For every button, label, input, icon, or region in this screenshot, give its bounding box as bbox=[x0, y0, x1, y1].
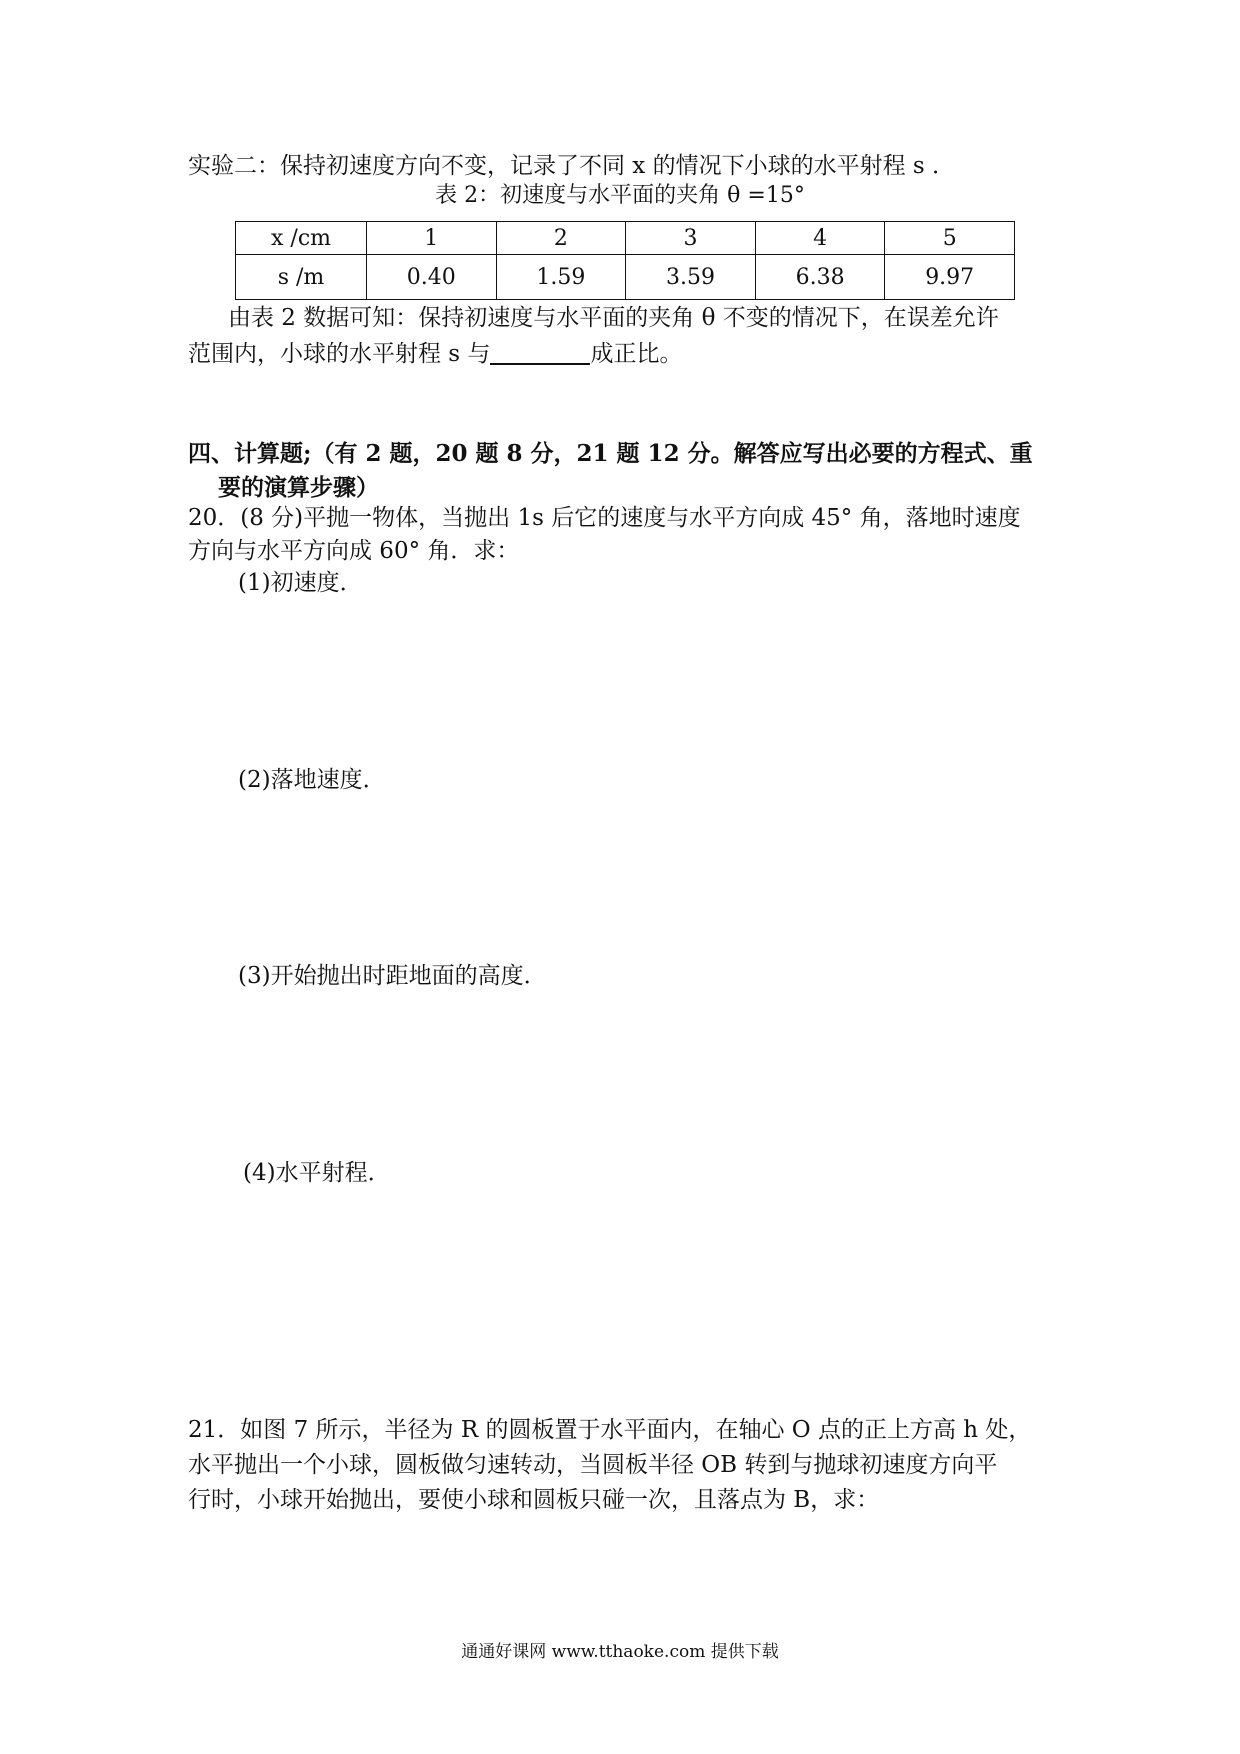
table-caption: 表 2：初速度与水平面的夹角 θ =15° bbox=[435, 183, 805, 208]
q21-line-3: 行时，小球开始抛出，要使小球和圆板只碰一次，且落点为 B，求： bbox=[188, 1487, 880, 1513]
conclusion-line-2 bbox=[188, 337, 682, 370]
table-cell: 2 bbox=[496, 222, 626, 255]
section4-heading-line-1: 四、计算题;（有 2 题，20 题 8 分，21 题 12 分。解答应写出必要的方程式、重 bbox=[188, 440, 1033, 467]
q20-part-3: (3)开始抛出时距地面的高度． bbox=[238, 963, 547, 989]
footer-watermark: 通通好课网 www.tthaoke.com 提供下载 bbox=[461, 1642, 779, 1662]
q20-line-2: 方向与水平方向成 60° 角．求： bbox=[188, 538, 520, 564]
section4-heading-line-2: 要的演算步骤） bbox=[218, 474, 379, 501]
table-cell: 5 bbox=[885, 222, 1015, 255]
table-cell: 3.59 bbox=[626, 255, 756, 300]
q21-line-1: 21．如图 7 所示，半径为 R 的圆板置于水平面内，在轴心 O 点的正上方高 h 处， bbox=[188, 1417, 1032, 1443]
table-cell: 9.97 bbox=[885, 255, 1015, 300]
data-table bbox=[235, 221, 1015, 300]
q20-part-1: (1)初速度． bbox=[238, 570, 363, 596]
q20-line-1: 20．(8 分)平抛一物体，当抛出 1s 后它的速度与水平方向成 45° 角，落地时速度 bbox=[188, 505, 1021, 531]
table-cell: 6.38 bbox=[755, 255, 885, 300]
q21-line-2: 水平抛出一个小球，圆板做匀速转动，当圆板半径 OB 转到与抛球初速度方向平 bbox=[188, 1452, 998, 1478]
q20-part-4: (4)水平射程． bbox=[243, 1160, 391, 1186]
table-cell: 1 bbox=[367, 222, 497, 255]
table-row-x bbox=[236, 222, 1015, 255]
table-row-s bbox=[236, 255, 1015, 300]
answer-blank[interactable] bbox=[490, 337, 590, 365]
table-header-x: x /cm bbox=[236, 222, 367, 255]
experiment2-intro: 实验二：保持初速度方向不变，记录了不同 x 的情况下小球的水平射程 s ． bbox=[188, 153, 956, 179]
table-cell: 1.59 bbox=[496, 255, 626, 300]
conclusion-text-after: 成正比。 bbox=[590, 341, 683, 367]
table-cell: 4 bbox=[755, 222, 885, 255]
table-cell: 3 bbox=[626, 222, 756, 255]
table-cell: 0.40 bbox=[367, 255, 497, 300]
conclusion-text-before: 范围内，小球的水平射程 s 与 bbox=[188, 341, 491, 367]
conclusion-line-1: 由表 2 数据可知：保持初速度与水平面的夹角 θ 不变的情况下，在误差允许 bbox=[228, 305, 999, 331]
table-header-s: s /m bbox=[236, 255, 367, 300]
q20-part-2: (2)落地速度． bbox=[238, 767, 386, 793]
